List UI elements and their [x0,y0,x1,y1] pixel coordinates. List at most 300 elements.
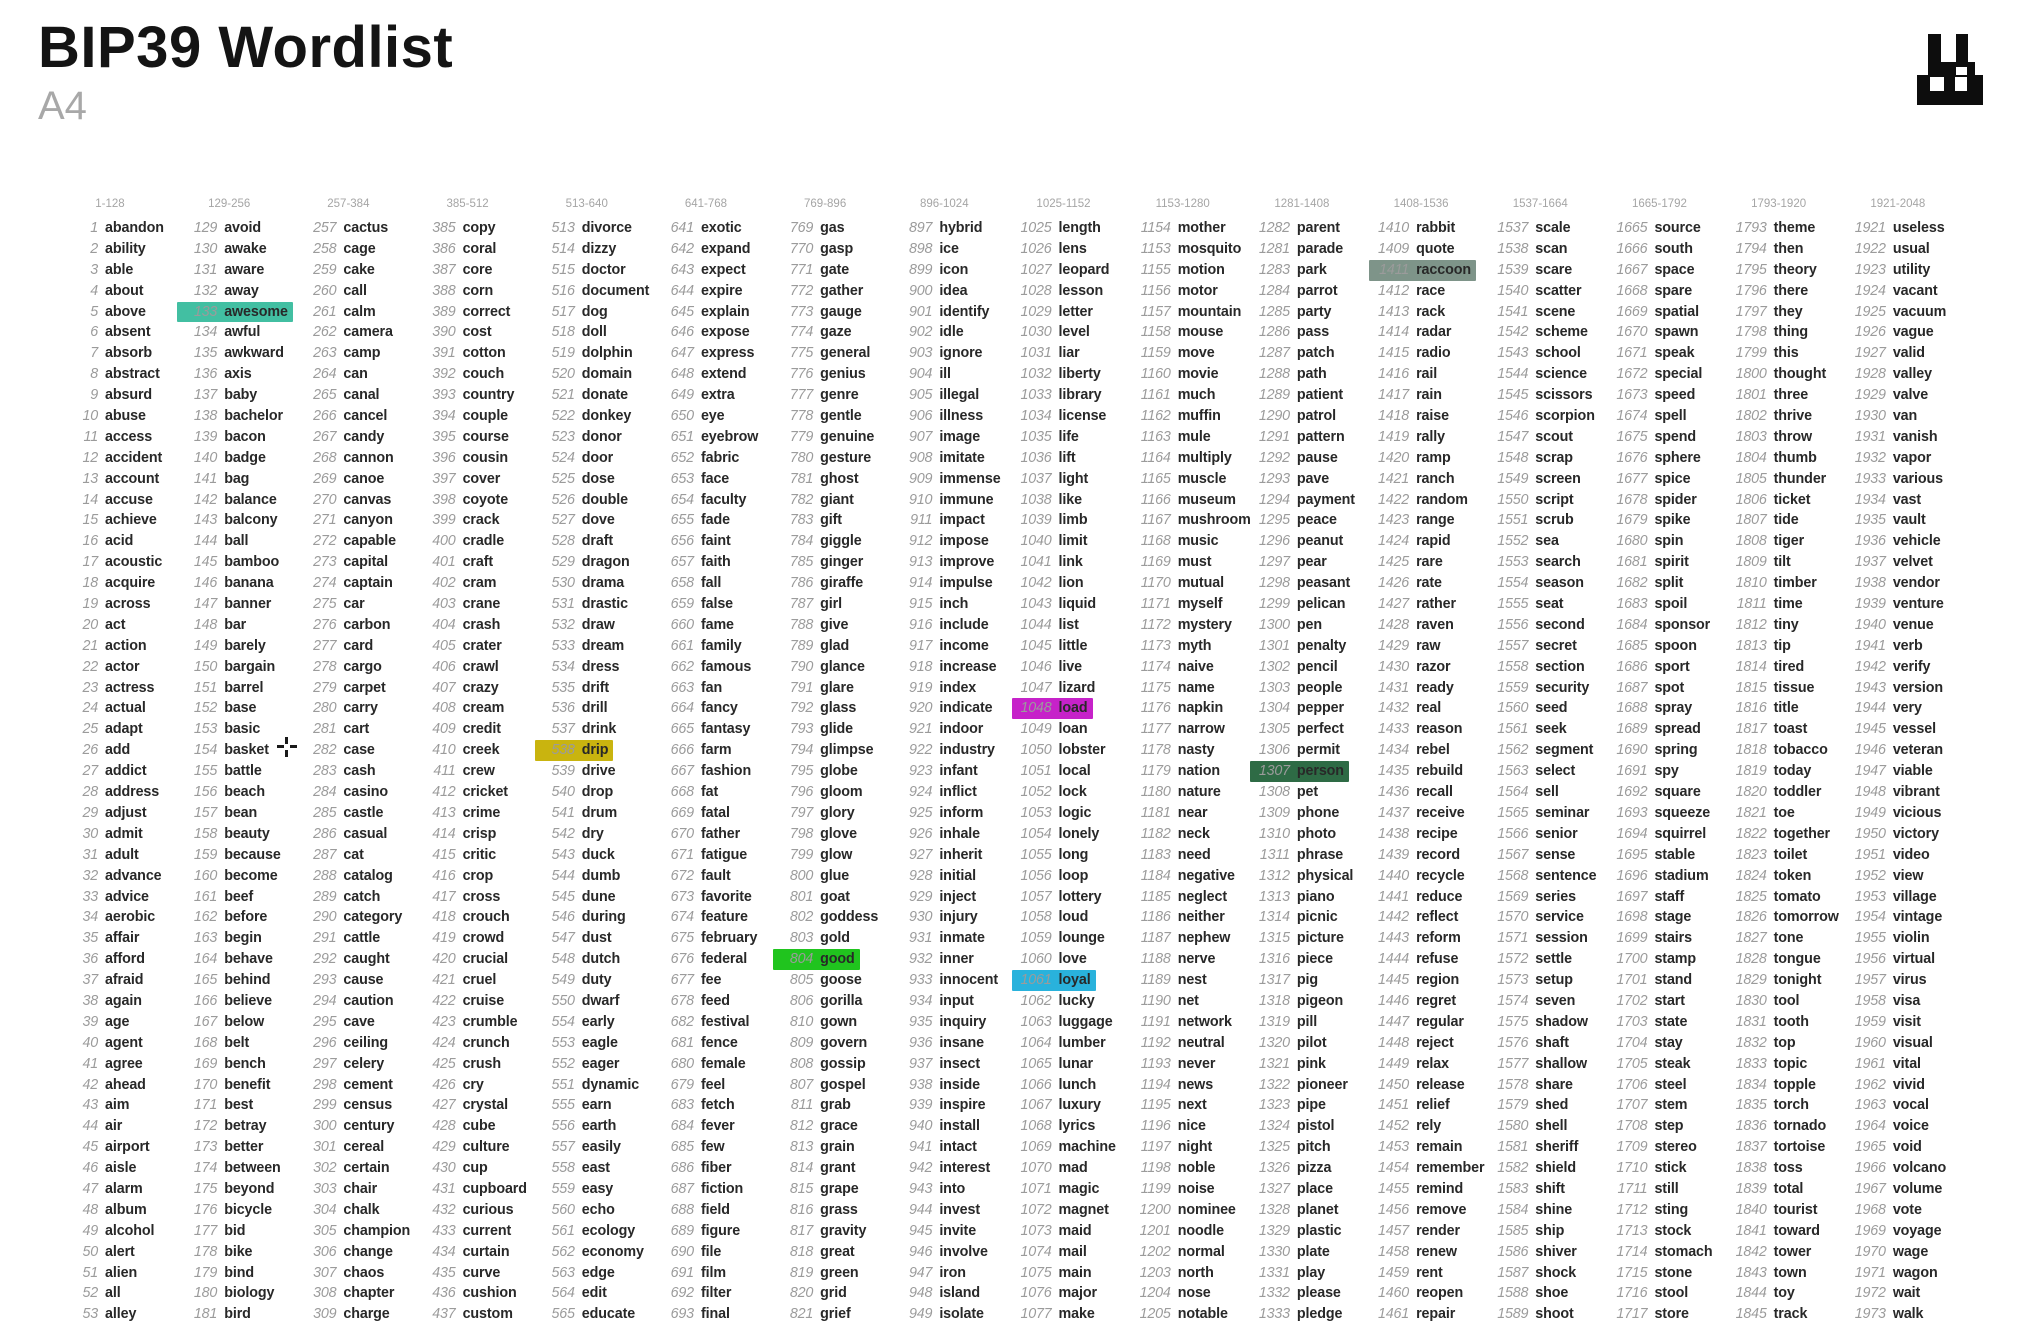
wordlist-entry [62,364,181,385]
word-text: shock [1535,1264,1577,1281]
wordlist-entry [420,678,539,699]
word-text: crucial [462,951,508,968]
word-number: 1288 [1258,366,1290,383]
wordlist-entry [1373,970,1492,991]
word-text: cover [462,470,501,487]
entry-cell [535,218,637,239]
word-text: radio [1416,345,1451,362]
word-number: 1027 [1020,261,1052,278]
word-text: nominee [1177,1201,1236,1218]
wordlist-entry [1731,531,1850,552]
word-number: 1972 [1854,1285,1886,1302]
wordlist-entry [1611,928,1730,949]
entry-cell [1012,239,1092,260]
word-number: 801 [789,888,814,905]
word-text: casino [343,784,389,801]
word-text: alien [105,1264,138,1281]
word-text: tissue [1773,679,1815,696]
wordlist-entry [777,1179,896,1200]
wordlist-entry [658,1283,777,1304]
word-number: 1329 [1258,1222,1290,1239]
word-text: behave [224,951,273,968]
wordlist-entry [1492,887,1611,908]
word-number: 539 [551,763,575,780]
wordlist-entry [300,406,419,427]
word-number: 1941 [1854,637,1886,654]
word-number: 788 [789,616,814,633]
word-number: 1717 [1616,1306,1648,1323]
word-number: 429 [432,1139,456,1156]
entry-cell [296,364,372,385]
word-text: pencil [1296,658,1338,675]
wordlist-entry [1731,239,1850,260]
word-number: 646 [670,324,694,341]
word-number: 1192 [1140,1034,1171,1051]
entry-cell [1607,719,1705,740]
word-number: 1802 [1735,408,1767,425]
word-text: culture [462,1139,510,1156]
wordlist-entry [1611,761,1730,782]
wordlist-entry [539,761,658,782]
entry-cell [58,490,158,511]
word-text: noodle [1177,1222,1224,1239]
word-text: crawl [462,658,499,675]
wordlist-entry [1611,1242,1730,1263]
word-number: 920 [909,700,933,717]
word-number: 1687 [1616,679,1648,696]
wordlist-entry [181,1263,300,1284]
entry-cell [1846,1242,1933,1263]
word-text: cause [343,972,384,989]
wordlist-entry [1373,385,1492,406]
page-title: BIP39 Wordlist [38,15,454,80]
word-number: 174 [193,1160,218,1177]
wordlist-entry [1135,448,1254,469]
entry-cell [1131,573,1229,594]
word-text: fee [700,972,722,989]
entry-cell [1369,698,1446,719]
entry-cell [416,302,516,323]
word-text: gasp [820,240,854,257]
word-number: 1459 [1378,1264,1410,1281]
word-number: 812 [789,1118,814,1135]
word-text: stereo [1654,1139,1697,1156]
word-text: stay [1654,1034,1683,1051]
entry-cell [177,490,282,511]
entry-cell [1369,782,1458,803]
entry-cell [654,866,736,887]
word-number: 1158 [1140,324,1171,341]
wordlist-entry [181,490,300,511]
word-text: village [1892,888,1937,905]
word-text: valve [1892,387,1929,404]
word-number: 810 [789,1013,814,1030]
wordlist-entry [896,427,1015,448]
entry-cell [1250,218,1345,239]
entry-cell [416,281,499,302]
word-text: rapid [1416,533,1451,550]
word-text: pioneer [1296,1076,1348,1093]
entry-cell [1488,1075,1578,1096]
word-text: adult [105,846,139,863]
wordlist-entry [1135,866,1254,887]
word-number: 1564 [1497,784,1529,801]
word-number: 1295 [1258,512,1290,529]
wordlist-entry [420,1179,539,1200]
word-number: 547 [551,930,575,947]
entry-cell [416,678,504,699]
word-text: admit [105,825,143,842]
wordlist-entry [777,1012,896,1033]
wordlist-entry [181,719,300,740]
word-text: reflect [1416,909,1459,926]
wordlist-entry [300,1033,419,1054]
word-text: agent [105,1034,143,1051]
wordlist-entry [181,343,300,364]
word-number: 1049 [1020,721,1052,738]
word-text: inhale [939,825,981,842]
entry-cell [1131,343,1220,364]
word-text: loan [1058,721,1088,738]
wordlist-entry [1731,510,1850,531]
word-text: cry [462,1076,484,1093]
entry-cell [1607,907,1696,928]
word-number: 532 [551,616,575,633]
word-number: 25 [82,721,98,738]
word-text: exotic [700,220,742,236]
word-text: raise [1416,408,1449,425]
wordlist-entry [1611,552,1730,573]
word-number: 1187 [1140,930,1171,947]
word-number: 1923 [1854,261,1886,278]
word-text: reopen [1416,1285,1464,1302]
word-text: quote [1416,240,1455,257]
word-number: 1960 [1854,1034,1886,1051]
wordlist-entry [420,448,539,469]
word-number: 650 [670,408,694,425]
word-number: 1667 [1616,261,1648,278]
wordlist-entry [1373,1221,1492,1242]
word-number: 813 [789,1139,814,1156]
entry-cell [1727,970,1827,991]
word-text: capital [343,554,388,571]
word-number: 934 [909,992,933,1009]
entry-cell [1131,824,1215,845]
entry-cell [1250,698,1349,719]
word-text: faculty [700,491,747,508]
wordlist-entry [1731,260,1850,281]
wordlist-entry [420,740,539,761]
wordlist-entry [896,406,1015,427]
wordlist-entry [658,1242,777,1263]
word-text: photo [1296,825,1337,842]
entry-cell [654,740,737,761]
wordlist-entry [1850,991,1969,1012]
wordlist-entry [420,1200,539,1221]
entry-cell [1131,218,1231,239]
word-number: 1549 [1497,470,1529,487]
entry-cell [1488,698,1572,719]
word-number: 644 [670,282,694,299]
wordlist-entry [1135,615,1254,636]
word-text: family [700,637,742,654]
word-number: 1429 [1378,637,1410,654]
entry-cell [1607,866,1713,887]
word-number: 1322 [1258,1076,1290,1093]
entry-cell [1727,824,1835,845]
entry-cell [1488,218,1575,239]
entry-cell [416,573,502,594]
word-text: bird [224,1306,251,1323]
word-number: 1582 [1497,1160,1529,1177]
word-number: 309 [313,1306,337,1323]
entry-cell [1012,594,1102,615]
word-number: 1325 [1258,1139,1290,1156]
entry-cell [296,281,371,302]
word-number: 530 [551,575,575,592]
word-number: 784 [789,533,814,550]
entry-cell [1012,281,1109,302]
word-text: bike [224,1243,253,1260]
wordlist-entry [1016,490,1135,511]
wordlist-entry [896,1200,1015,1221]
wordlist-entry [1731,343,1850,364]
entry-cell [416,803,506,824]
entry-cell [1012,698,1093,719]
word-number: 667 [670,763,694,780]
word-number: 436 [432,1285,456,1302]
word-text: aisle [105,1160,137,1177]
word-text: fantasy [700,721,751,738]
wordlist-entry [1850,1242,1969,1263]
entry-cell [1250,636,1351,657]
entry-cell [416,594,506,615]
entry-cell [296,866,397,887]
word-number: 1692 [1616,784,1648,801]
word-number: 548 [551,951,575,968]
word-text: like [1058,491,1082,508]
entry-cell [1727,1263,1812,1284]
word-text: invite [939,1222,977,1239]
word-text: indoor [939,721,984,738]
entry-cell [177,552,284,573]
word-text: stage [1654,909,1692,926]
wordlist-entry [658,636,777,657]
word-number: 280 [313,700,337,717]
word-number: 41 [82,1055,98,1072]
word-number: 281 [313,721,337,738]
wordlist-entry [1492,740,1611,761]
word-number: 415 [432,846,456,863]
entry-cell [1131,1012,1237,1033]
wordlist-entry [1254,218,1373,239]
word-text: night [1177,1139,1213,1156]
word-text: rabbit [1416,220,1456,236]
word-number: 294 [313,992,337,1009]
word-number: 395 [432,428,456,445]
word-text: catch [343,888,381,905]
wordlist-entry [896,531,1015,552]
wordlist-entry [658,385,777,406]
entry-cell [1846,1158,1951,1179]
wordlist-entry [658,1137,777,1158]
wordlist-entry [777,1158,896,1179]
word-text: belt [224,1034,250,1051]
wordlist-entry [1016,719,1135,740]
wordlist-entry [1611,469,1730,490]
word-number: 789 [789,637,814,654]
entry-cell [296,1221,415,1242]
entry-cell [1250,845,1348,866]
wordlist-entry [62,657,181,678]
entry-cell [1488,657,1589,678]
wordlist-entry [539,866,658,887]
word-number: 692 [670,1285,694,1302]
entry-cell [1488,322,1593,343]
word-text: feed [700,992,730,1009]
wordlist-entry [1611,1137,1730,1158]
wordlist-entry [1850,615,1969,636]
word-number: 804 [789,951,814,968]
wordlist-entry [1492,239,1611,260]
wordlist-entry [62,343,181,364]
word-number: 923 [909,763,933,780]
wordlist-entry [300,698,419,719]
word-text: place [1296,1180,1333,1197]
word-text: double [581,491,629,508]
entry-cell [1250,573,1355,594]
entry-cell [177,907,272,928]
word-number: 44 [82,1118,98,1135]
word-text: initial [939,867,976,884]
word-text: negative [1177,867,1235,884]
entry-cell [892,1095,990,1116]
word-number: 437 [432,1306,456,1323]
entry-cell [773,636,854,657]
word-number: 1550 [1497,491,1529,508]
entry-cell [1369,322,1456,343]
word-number: 302 [313,1160,337,1177]
word-text: chalk [343,1201,380,1218]
word-number: 1154 [1140,220,1171,236]
wordlist-entry [777,761,896,782]
wordlist-entry [1373,907,1492,928]
wordlist-entry [539,1158,658,1179]
wordlist-entry [896,218,1015,239]
word-text: lesson [1058,282,1104,299]
entry-cell [1488,1012,1593,1033]
word-number: 1297 [1258,554,1290,571]
word-text: play [1296,1264,1326,1281]
wordlist-entry [1492,970,1611,991]
wordlist-entry [181,1221,300,1242]
word-number: 266 [313,408,337,425]
wordlist-entry [1492,448,1611,469]
entry-cell [1369,302,1450,323]
word-text: icon [939,261,969,278]
word-number: 1711 [1617,1180,1648,1197]
entry-cell [177,887,258,908]
word-number: 1165 [1140,470,1171,487]
word-number: 158 [193,825,218,842]
entry-cell [296,510,397,531]
word-number: 1283 [1258,261,1290,278]
wordlist-entry [62,594,181,615]
entry-cell [773,1137,859,1158]
wordlist-entry [1373,218,1492,239]
word-text: shed [1535,1097,1569,1114]
word-number: 1306 [1258,742,1290,759]
wordlist-entry [300,218,419,239]
entry-cell [58,343,157,364]
word-text: bicycle [224,1201,272,1218]
word-text: spy [1654,763,1679,780]
wordlist-entry [1731,1137,1850,1158]
entry-cell [535,615,620,636]
word-number: 1036 [1020,449,1052,466]
word-text: maid [1058,1222,1092,1239]
wordlist-entry [300,845,419,866]
word-number: 928 [909,867,933,884]
wordlist-entry [1016,239,1135,260]
word-number: 1439 [1378,846,1410,863]
entry-cell [892,364,956,385]
word-text: thunder [1773,470,1827,487]
word-text: beyond [224,1180,275,1197]
word-number: 1690 [1616,742,1648,759]
word-text: shoot [1535,1306,1574,1323]
word-number: 673 [670,888,694,905]
entry-cell [1607,281,1697,302]
word-number: 386 [432,240,456,257]
wordlist-entry [1135,1095,1254,1116]
word-number: 562 [551,1243,575,1260]
word-number: 641 [670,220,694,236]
entry-cell [1012,1054,1098,1075]
entry-cell [416,970,502,991]
word-number: 149 [193,637,218,654]
wordlist-entry [1254,1263,1373,1284]
word-number: 1541 [1497,303,1529,320]
word-number: 1317 [1258,972,1290,989]
entry-cell [892,385,984,406]
entry-cell [1012,218,1106,239]
entry-cell [1369,406,1454,427]
wordlist-entry [1254,991,1373,1012]
word-number: 1296 [1258,533,1290,550]
entry-cell [773,343,875,364]
wordlist-entry [181,1179,300,1200]
entry-cell [416,469,506,490]
entry-cell [58,1242,140,1263]
word-number: 287 [313,846,337,863]
entry-cell [58,698,151,719]
word-text: piano [1296,888,1335,905]
entry-cell [773,803,859,824]
word-number: 1201 [1139,1222,1171,1239]
wordlist-entry [658,1054,777,1075]
wordlist-entry [181,1054,300,1075]
entry-cell [296,1283,399,1304]
word-number: 897 [909,220,933,236]
entry-cell [58,678,159,699]
word-text: lunar [1058,1055,1093,1072]
word-number: 1702 [1616,992,1648,1009]
entry-cell [1131,698,1228,719]
word-text: interest [939,1160,991,1177]
wordlist-entry [539,845,658,866]
entry-cell [654,469,734,490]
